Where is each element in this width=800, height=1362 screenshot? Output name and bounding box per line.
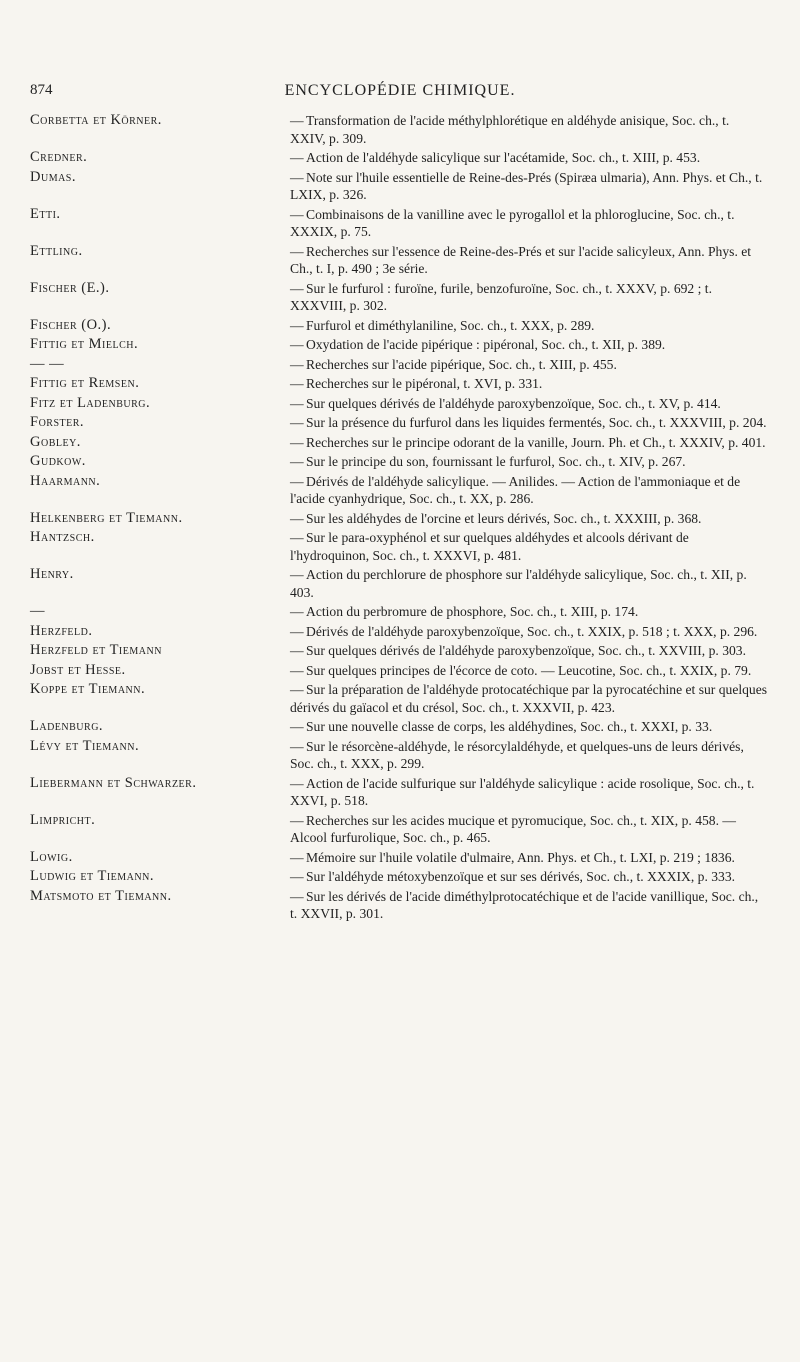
bibliography-entry	[0, 623, 800, 641]
entry-author: Helkenberg et Tiemann.	[30, 509, 183, 526]
entry-author: Fittig et Remsen.	[30, 375, 140, 391]
bibliography-entry	[0, 395, 800, 413]
bibliography-entry	[0, 112, 800, 147]
entry-text: — Recherches sur le pipéronal, t. XVI, p. 331.	[290, 376, 543, 391]
entry-author: Gobley.	[30, 433, 81, 450]
entry-author: Hantzsch.	[30, 529, 95, 545]
bibliography-entry	[0, 681, 800, 716]
entry-author: Matsmoto et Tiemann.	[30, 887, 172, 904]
entry-text: — Sur quelques dérivés de l'aldéhyde paroxybenzoïque, Soc. ch., t. XXVIII, p. 303.	[290, 643, 746, 658]
entry-author: Lowig.	[30, 848, 73, 865]
bibliography-entry	[0, 169, 800, 204]
bibliography-entry	[0, 662, 800, 680]
entry-author: Fitz et Ladenburg.	[30, 394, 151, 411]
entry-text: — Sur les aldéhydes de l'orcine et leurs dérivés, Soc. ch., t. XXXIII, p. 368.	[290, 510, 702, 526]
bibliography-entry	[0, 603, 800, 621]
entry-text: — Recherches sur l'acide pipérique, Soc. ch., t. XIII, p. 455.	[290, 356, 617, 372]
entry-text: — Action du perbromure de phosphore, Soc. ch., t. XIII, p. 174.	[290, 604, 639, 619]
bibliography-entry	[0, 510, 800, 528]
entry-author: Corbetta et Körner.	[30, 112, 162, 128]
entry-author: Fischer (O.).	[30, 316, 112, 333]
entry-author: — —	[30, 355, 65, 372]
entry-text: — Furfurol et diméthylaniline, Soc. ch., t. XXX, p. 289.	[290, 317, 595, 333]
bibliography-entry	[0, 566, 800, 601]
bibliography-entry	[0, 317, 800, 335]
bibliography-entry	[0, 243, 800, 278]
bibliography-entry	[0, 280, 800, 315]
entry-author: Ladenburg.	[30, 718, 104, 734]
entry-author: Fischer (E.).	[30, 279, 110, 296]
bibliography-entry	[0, 529, 800, 564]
entry-text: — Sur une nouvelle classe de corps, les aldéhydines, Soc. ch., t. XXXI, p. 33.	[290, 719, 713, 734]
entry-text: — Mémoire sur l'huile volatile d'ulmaire, Ann. Phys. et Ch., t. LXI, p. 219 ; 1836.	[290, 849, 735, 865]
entry-text: — Sur l'aldéhyde métoxybenzoïque et sur ses dérivés, Soc. ch., t. XXXIX, p. 333.	[290, 869, 736, 884]
entry-author: —	[30, 603, 45, 619]
entry-text: — Recherches sur l'essence de Reine-des-Prés et sur l'acide salicyleux, Ann. Phys. et Ch., t. I, p. 490 ; 3e série.	[290, 243, 752, 276]
entry-text: — Action du perchlorure de phosphore sur l'aldéhyde salicylique, Soc. ch., t. XII, p. 403.	[290, 567, 747, 600]
entry-text: — Combinaisons de la vanilline avec le pyrogallol et la phloroglucine, Soc. ch., t. XXXIX, p. 75.	[290, 206, 735, 239]
entry-text: — Note sur l'huile essentielle de Reine-des-Prés (Spiræa ulmaria), Ann. Phys. et Ch., t. LXIX, p. 326.	[290, 169, 763, 202]
entry-text: — Transformation de l'acide méthylphlorétique en aldéhyde anisique, Soc. ch., t. XXIV, p. 309.	[290, 113, 730, 146]
entry-text: — Recherches sur les acides mucique et pyromucique, Soc. ch., t. XIX, p. 458. — Alcool furfurolique, Soc. ch., p. 465.	[290, 812, 736, 845]
entry-text: — Dérivés de l'aldéhyde salicylique. — Anilides. — Action de l'ammoniaque et de l'acide cyanhydrique, Soc. ch., t. XX, p. 286.	[290, 473, 741, 506]
entry-author: Fittig et Mielch.	[30, 336, 139, 352]
entry-author: Koppe et Tiemann.	[30, 681, 146, 697]
bibliography-entry	[0, 414, 800, 432]
bibliography-entry	[0, 718, 800, 736]
bibliography-entry	[0, 473, 800, 508]
bibliography-entry	[0, 849, 800, 867]
entry-author: Lévy et Tiemann.	[30, 737, 140, 754]
bibliography-entry	[0, 434, 800, 452]
entry-text: — Sur quelques principes de l'écorce de coto. — Leucotine, Soc. ch., t. XXIX, p. 79.	[290, 662, 752, 678]
entry-author: Gudkow.	[30, 453, 86, 469]
page-number: 874	[30, 82, 53, 98]
entry-text: — Sur le furfurol : furoïne, furile, benzofuroïne, Soc. ch., t. XXXV, p. 692 ; t. XXXVIII, p. 302.	[290, 280, 712, 313]
entry-text: — Sur le principe du son, fournissant le furfurol, Soc. ch., t. XIV, p. 267.	[290, 454, 686, 469]
entry-author: Credner.	[30, 149, 88, 165]
entry-text: — Sur les dérivés de l'acide diméthylprotocatéchique et de l'acide vanillique, Soc. ch., t. XXVII, p. 301.	[290, 888, 759, 921]
entry-author: Henry.	[30, 566, 74, 582]
entry-author: Liebermann et Schwarzer.	[30, 774, 197, 791]
entry-text: — Action de l'acide sulfurique sur l'aldéhyde salicylique : acide rosolique, Soc. ch., t. XXVI, p. 518.	[290, 775, 755, 808]
entry-author: Jobst et Hesse.	[30, 661, 126, 678]
entry-text: — Sur le résorcène-aldéhyde, le résorcylaldéhyde, et quelques-uns de leurs dérivés, Soc. ch., t. XXX, p. 299.	[290, 738, 744, 771]
entry-text: — Action de l'aldéhyde salicylique sur l'acétamide, Soc. ch., t. XIII, p. 453.	[290, 150, 701, 165]
entry-text: — Sur le para-oxyphénol et sur quelques aldéhydes et alcools dérivant de l'hydroquinon, Soc. ch., t. XXXVI, p. 481.	[290, 530, 689, 563]
entry-author: Ettling.	[30, 242, 83, 259]
bibliography-entry	[0, 206, 800, 241]
entry-text: — Sur la préparation de l'aldéhyde protocatéchique par la pyrocatéchine et sur quelques dérivés du gaïacol et du crésol, Soc. ch., t. XXXVII, p. 423.	[290, 682, 768, 715]
entry-author: Limpricht.	[30, 811, 96, 828]
entry-text: — Oxydation de l'acide pipérique : pipéronal, Soc. ch., t. XII, p. 389.	[290, 337, 666, 352]
bibliography-entry	[0, 453, 800, 471]
bibliography-entry	[0, 738, 800, 773]
entry-author: Forster.	[30, 414, 85, 430]
entry-text: — Sur la présence du furfurol dans les liquides fermentés, Soc. ch., t. XXXVIII, p. 204.	[290, 415, 767, 430]
entry-author: Dumas.	[30, 168, 76, 185]
bibliography-entry	[0, 775, 800, 810]
bibliography-entry	[0, 868, 800, 886]
entry-author: Herzfeld.	[30, 622, 93, 639]
entry-text: — Dérivés de l'aldéhyde paroxybenzoïque, Soc. ch., t. XXIX, p. 518 ; t. XXX, p. 296.	[290, 623, 758, 639]
entry-text: — Sur quelques dérivés de l'aldéhyde paroxybenzoïque, Soc. ch., t. XV, p. 414.	[290, 395, 721, 411]
bibliography-entry	[0, 642, 800, 660]
bibliography-entry	[0, 888, 800, 923]
bibliography-entry	[0, 375, 800, 393]
page-header	[0, 82, 800, 106]
bibliography-entry	[0, 356, 800, 374]
entry-author: Ludwig et Tiemann.	[30, 868, 154, 884]
entry-text: — Recherches sur le principe odorant de la vanille, Journ. Ph. et Ch., t. XXXIV, p. 401.	[290, 434, 766, 450]
running-title: ENCYCLOPÉDIE CHIMIQUE.	[284, 82, 516, 99]
entry-author: Haarmann.	[30, 472, 101, 489]
entry-author: Herzfeld et Tiemann	[30, 642, 162, 658]
bibliography-list	[0, 112, 800, 925]
bibliography-entry	[0, 812, 800, 847]
bibliography-entry	[0, 336, 800, 354]
entry-author: Etti.	[30, 205, 61, 222]
bibliography-entry	[0, 149, 800, 167]
